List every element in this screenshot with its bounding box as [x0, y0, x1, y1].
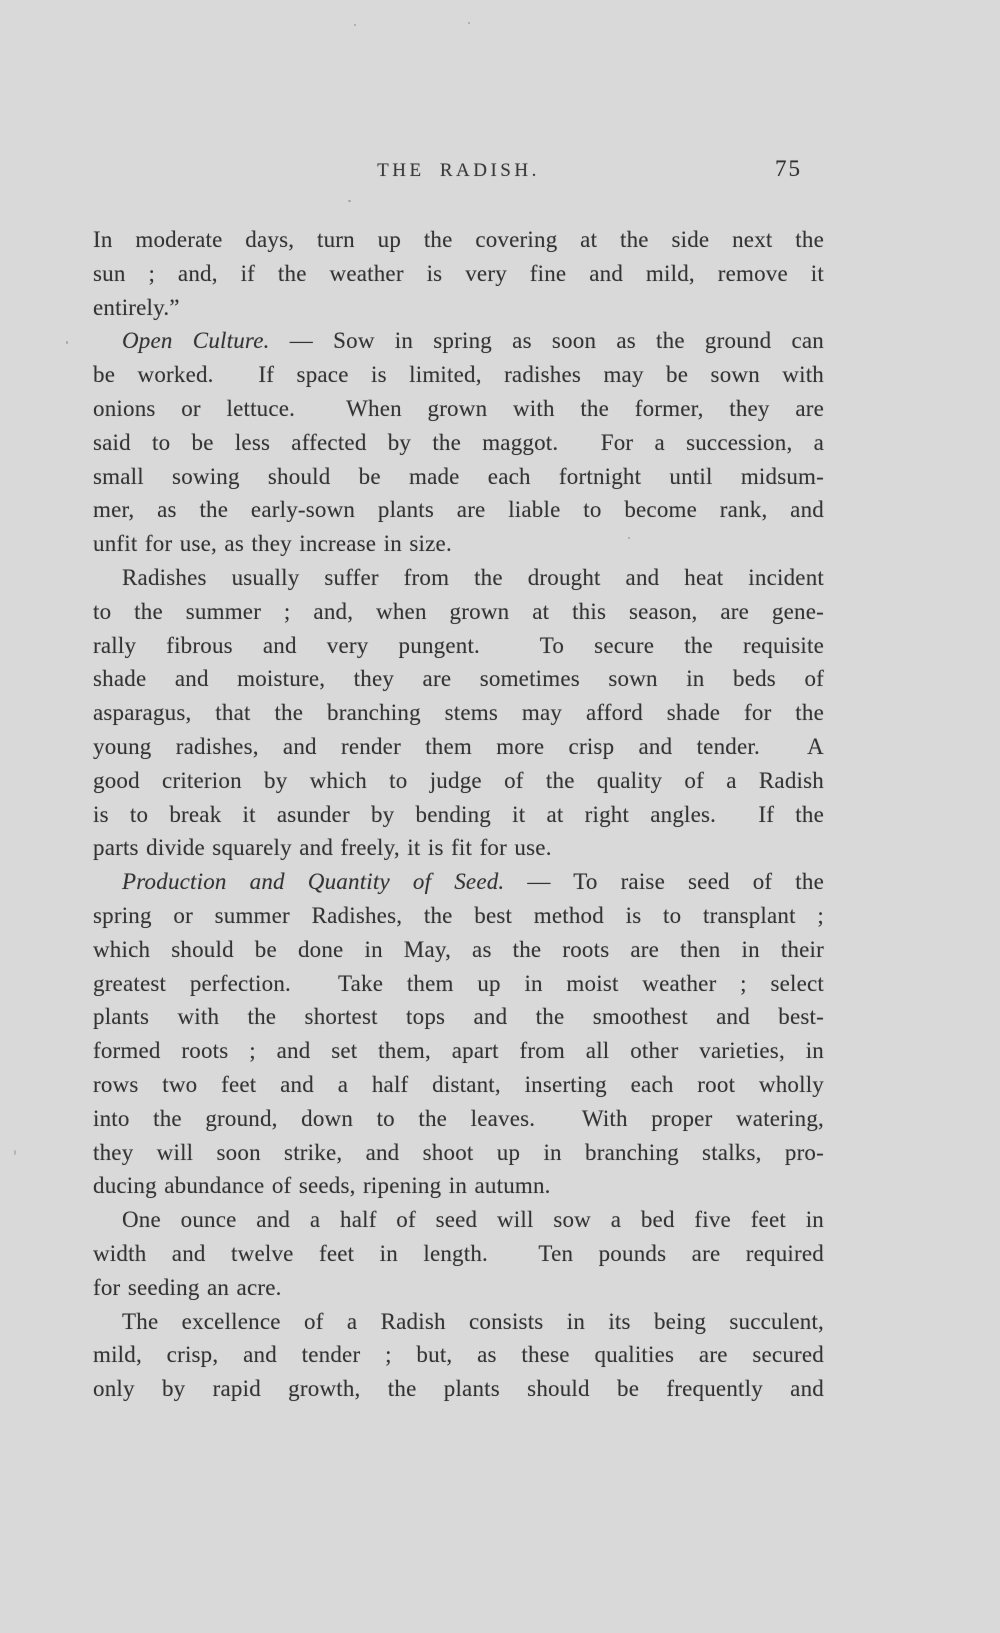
text-line: Open Culture. — Sow in spring as soon as the ground can — [122, 328, 824, 354]
scan-speck — [354, 24, 356, 26]
text-line: they will soon strike, and shoot up in branching stalks, pro- — [93, 1139, 824, 1165]
text-line: In moderate days, turn up the covering at the side next the — [93, 227, 824, 252]
italic-lead: Production and Quantity of Seed. — [122, 869, 505, 895]
text-line: onions or lettuce. When grown with the former, they are — [93, 395, 824, 421]
text-line: parts divide squarely and freely, it is fit for use. — [93, 835, 552, 861]
running-head-title: THE RADISH. — [377, 160, 540, 181]
text-line: be worked. If space is limited, radishes may be sown with — [93, 362, 824, 388]
text-line: entirely.” — [93, 294, 180, 320]
scan-speck — [66, 341, 68, 344]
text-line: into the ground, down to the leaves. With proper watering, — [93, 1105, 824, 1131]
text-line: rally fibrous and very pungent. To secure the requisite — [93, 632, 824, 658]
text-line: mild, crisp, and tender ; but, as these qualities are secured — [93, 1342, 824, 1368]
text-line: Radishes usually suffer from the drought and heat incident — [122, 564, 824, 590]
text-line: Production and Quantity of Seed. — To raise seed of the — [122, 869, 824, 895]
text-line: unfit for use, as they increase in size. — [93, 531, 452, 557]
text-line: said to be less affected by the maggot. For a succession, a — [93, 429, 824, 455]
page-number: 75 — [775, 156, 802, 181]
text-line: is to break it asunder by bending it at right angles. If the — [93, 801, 824, 827]
text-line: rows two feet and a half distant, inserting each root wholly — [93, 1071, 824, 1097]
text-line: plants with the shortest tops and the smoothest and best- — [93, 1004, 824, 1030]
text-line: sun ; and, if the weather is very fine and mild, remove it — [93, 260, 824, 286]
text-line: formed roots ; and set them, apart from all other varieties, in — [93, 1038, 824, 1064]
text-line: which should be done in May, as the roots are then in their — [93, 936, 824, 962]
scan-speck — [468, 22, 470, 24]
text-line: shade and moisture, they are sometimes sown in beds of — [93, 666, 824, 692]
text-block — [93, 223, 824, 1406]
text-line: to the summer ; and, when grown at this season, are gene- — [93, 598, 824, 624]
text-line: greatest perfection. Take them up in moist weather ; select — [93, 970, 824, 996]
text-line: mer, as the early-sown plants are liable to become rank, and — [93, 497, 824, 523]
scan-speck — [348, 200, 351, 202]
text-line: small sowing should be made each fortnight until midsum- — [93, 463, 824, 489]
text-line: young radishes, and render them more crisp and tender. A — [93, 733, 824, 759]
text-line: spring or summer Radishes, the best method is to transplant ; — [93, 902, 824, 928]
text-line: asparagus, that the branching stems may afford shade for the — [93, 700, 824, 726]
italic-lead: Open Culture. — [122, 328, 270, 354]
text-line: One ounce and a half of seed will sow a bed five feet in — [122, 1207, 824, 1233]
page-header — [93, 156, 824, 190]
scan-speck — [14, 1150, 16, 1155]
text-line: width and twelve feet in length. Ten pounds are required — [93, 1240, 824, 1266]
text-line: for seeding an acre. — [93, 1274, 282, 1300]
text-line: good criterion by which to judge of the quality of a Radish — [93, 767, 824, 793]
text-line: only by rapid growth, the plants should be frequently and — [93, 1376, 824, 1402]
text-line: The excellence of a Radish consists in its being succulent, — [122, 1308, 824, 1334]
text-line: ducing abundance of seeds, ripening in autumn. — [93, 1173, 551, 1199]
